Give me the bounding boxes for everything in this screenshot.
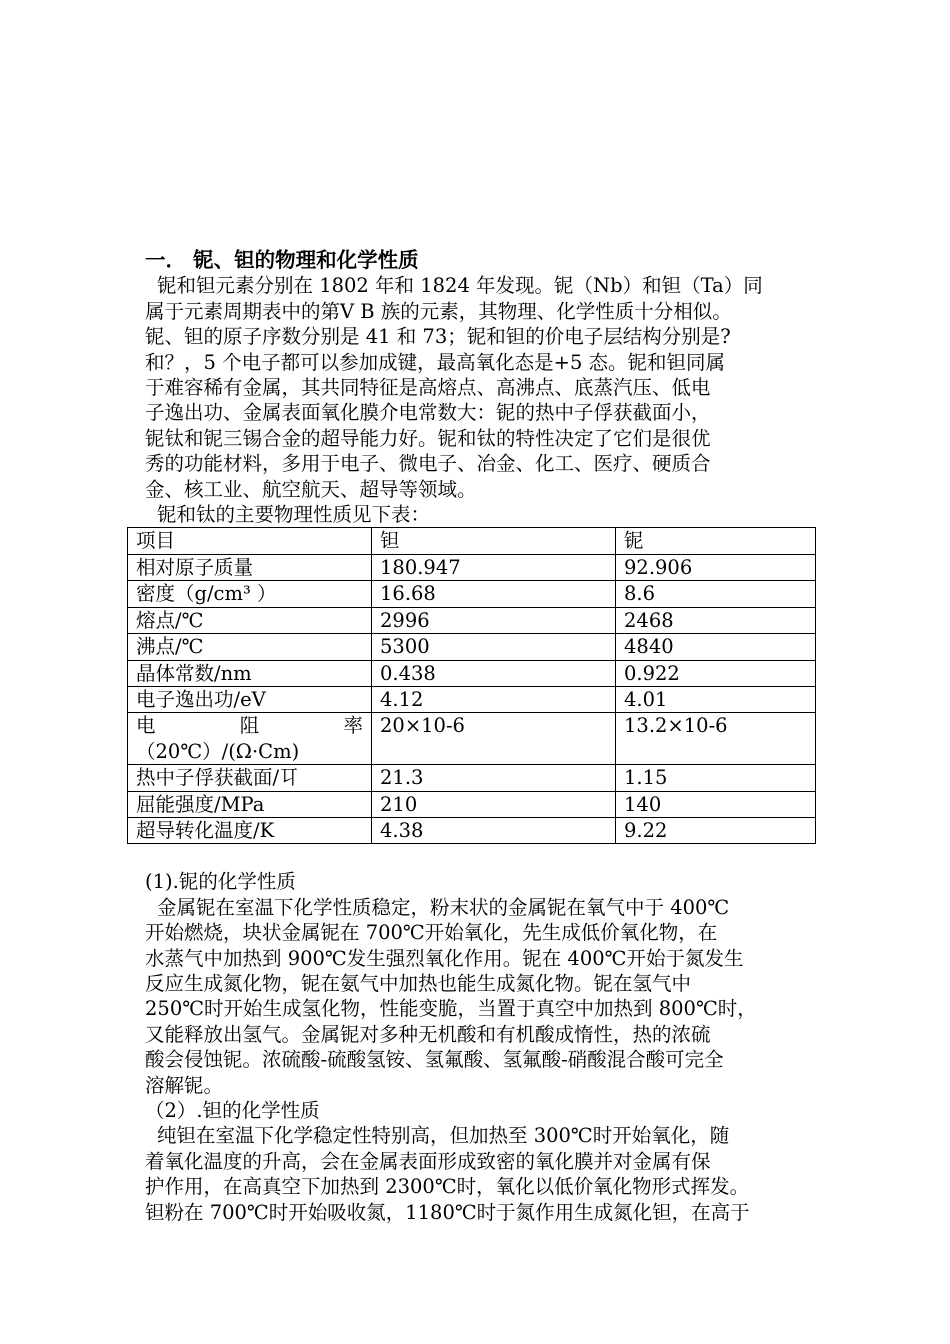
table-cell-nb: 4.01 <box>616 686 816 712</box>
table-cell-item: 相对原子质量 <box>128 554 372 580</box>
properties-table <box>127 527 816 844</box>
intro-line: 铌和钽元素分别在 1802 年和 1824 年发现。铌（Nb）和钽（Ta）同 <box>157 274 763 298</box>
table-cell-ta: 21.3 <box>372 765 616 791</box>
table-cell-ta: 2996 <box>372 607 616 633</box>
table-cell-item: 密度（g/cm³ ） <box>128 581 372 607</box>
intro-line: 和？，5 个电子都可以参加成键，最高氧化态是+5 态。铌和钽同属 <box>145 350 726 374</box>
intro-line: 属于元素周期表中的第Ⅴ B 族的元素，其物理、化学性质十分相似。 <box>145 299 732 323</box>
intro-line: 子逸出功、金属表面氧化膜介电常数大：铌的热中子俘获截面小， <box>145 401 711 425</box>
label-char: 电 <box>136 714 156 738</box>
table-cell-nb: 0.922 <box>616 660 816 686</box>
table-cell-nb: 9.22 <box>616 817 816 843</box>
table-cell-ta: 16.68 <box>372 581 616 607</box>
table-intro: 铌和钛的主要物理性质见下表： <box>157 503 431 527</box>
table-cell-ta: 5300 <box>372 634 616 660</box>
paragraph-line: 开始燃烧，块状金属铌在 700℃开始氧化，先生成低价氧化物，在 <box>145 921 718 945</box>
table-cell-item: 超导转化温度/K <box>128 817 372 843</box>
table-cell-nb: 8.6 <box>616 581 816 607</box>
paragraph-line: 酸会侵蚀铌。浓硫酸-硫酸氢铵、氢氟酸、氢氟酸-硝酸混合酸可完全 <box>145 1048 724 1072</box>
paragraph-line: 反应生成氮化物，铌在氨气中加热也能生成氮化物。铌在氢气中 <box>145 971 692 995</box>
paragraph-line: 250℃时开始生成氢化物，性能变脆，当置于真空中加热到 800℃时， <box>145 997 757 1021</box>
table-cell-ta: 0.438 <box>372 660 616 686</box>
subsection-title-niobium: (1).铌的化学性质 <box>145 870 296 894</box>
table-cell-item: 沸点/℃ <box>128 634 372 660</box>
label-char: 率 <box>343 714 363 738</box>
table-cell-nb: 1.15 <box>616 765 816 791</box>
paragraph-line: 又能释放出氢气。金属铌对多种无机酸和有机酸成惰性，热的浓硫 <box>145 1022 711 1046</box>
niobium-paragraph <box>145 895 820 1098</box>
table-row <box>128 713 816 765</box>
intro-line: 于难容稀有金属，其共同特征是高熔点、高沸点、底蒸汽压、低电 <box>145 376 711 400</box>
table-cell-nb: 140 <box>616 791 816 817</box>
intro-line: 铌钛和铌三锡合金的超导能力好。铌和钛的特性决定了它们是很优 <box>145 426 711 450</box>
intro-line: 铌、钽的原子序数分别是 41 和 73；铌和钽的价电子层结构分别是? <box>145 325 731 349</box>
table-cell-item: 屈能强度/MPa <box>128 791 372 817</box>
table-cell-item: 热中子俘获截面/㔿 <box>128 765 372 791</box>
table-cell-ta: 210 <box>372 791 616 817</box>
table-cell-item: 电子逸出功/eV <box>128 686 372 712</box>
table-cell-nb: 92.906 <box>616 554 816 580</box>
table-header-cell: 钽 <box>372 528 616 554</box>
table-row <box>128 634 816 660</box>
section-heading: 一． 铌、钽的物理和化学性质 <box>145 248 419 272</box>
table-cell-item <box>128 713 372 765</box>
table-header-cell: 项目 <box>128 528 372 554</box>
paragraph-line: 金属铌在室温下化学性质稳定，粉末状的金属铌在氧气中于 400℃ <box>157 895 730 919</box>
table-cell-ta: 4.12 <box>372 686 616 712</box>
paragraph-line: 护作用，在高真空下加热到 2300℃时，氧化以低价氧化物形式挥发。 <box>145 1175 750 1199</box>
table-cell-item: 晶体常数/nm <box>128 660 372 686</box>
table-row <box>128 581 816 607</box>
table-cell-ta: 20×10-6 <box>372 713 616 765</box>
tantalum-paragraph <box>145 1123 820 1225</box>
table-cell-nb: 4840 <box>616 634 816 660</box>
table-row <box>128 686 816 712</box>
paragraph-line: 着氧化温度的升高，会在金属表面形成致密的氧化膜并对金属有保 <box>145 1149 711 1173</box>
table-row <box>128 791 816 817</box>
table-cell-ta: 4.38 <box>372 817 616 843</box>
table-cell-item: 熔点/℃ <box>128 607 372 633</box>
table-row <box>128 765 816 791</box>
table-cell-ta: 180.947 <box>372 554 616 580</box>
table-row <box>128 554 816 580</box>
table-cell-nb: 13.2×10-6 <box>616 713 816 765</box>
table-cell-nb: 2468 <box>616 607 816 633</box>
intro-line: 秀的功能材料，多用于电子、微电子、冶金、化工、医疗、硬质合 <box>145 452 711 476</box>
paragraph-line: 纯钽在室温下化学稳定性特别高，但加热至 300℃时开始氧化，随 <box>157 1124 730 1148</box>
intro-line: 金、核工业、航空航天、超导等领域。 <box>145 477 477 501</box>
resistivity-label-line2: （20℃）/(Ω·Cm) <box>136 739 300 763</box>
paragraph-line: 水蒸气中加热到 900℃发生强烈氧化作用。铌在 400℃开始于氮发生 <box>145 946 744 970</box>
table-header-row <box>128 528 816 554</box>
table-row <box>128 607 816 633</box>
resistivity-label-line1 <box>136 713 363 738</box>
paragraph-line: 溶解铌。 <box>145 1073 224 1097</box>
table-row <box>128 817 816 843</box>
subsection-title-tantalum: （2）.钽的化学性质 <box>145 1099 320 1122</box>
spacer <box>145 844 820 869</box>
document-body <box>136 248 820 1225</box>
table-row <box>128 660 816 686</box>
paragraph-line: 钽粉在 700℃时开始吸收氮，1180℃时于氮作用生成氮化钽，在高于 <box>145 1200 750 1224</box>
table-header-cell: 铌 <box>616 528 816 554</box>
label-char: 阻 <box>239 714 260 738</box>
intro-paragraph <box>145 273 820 502</box>
